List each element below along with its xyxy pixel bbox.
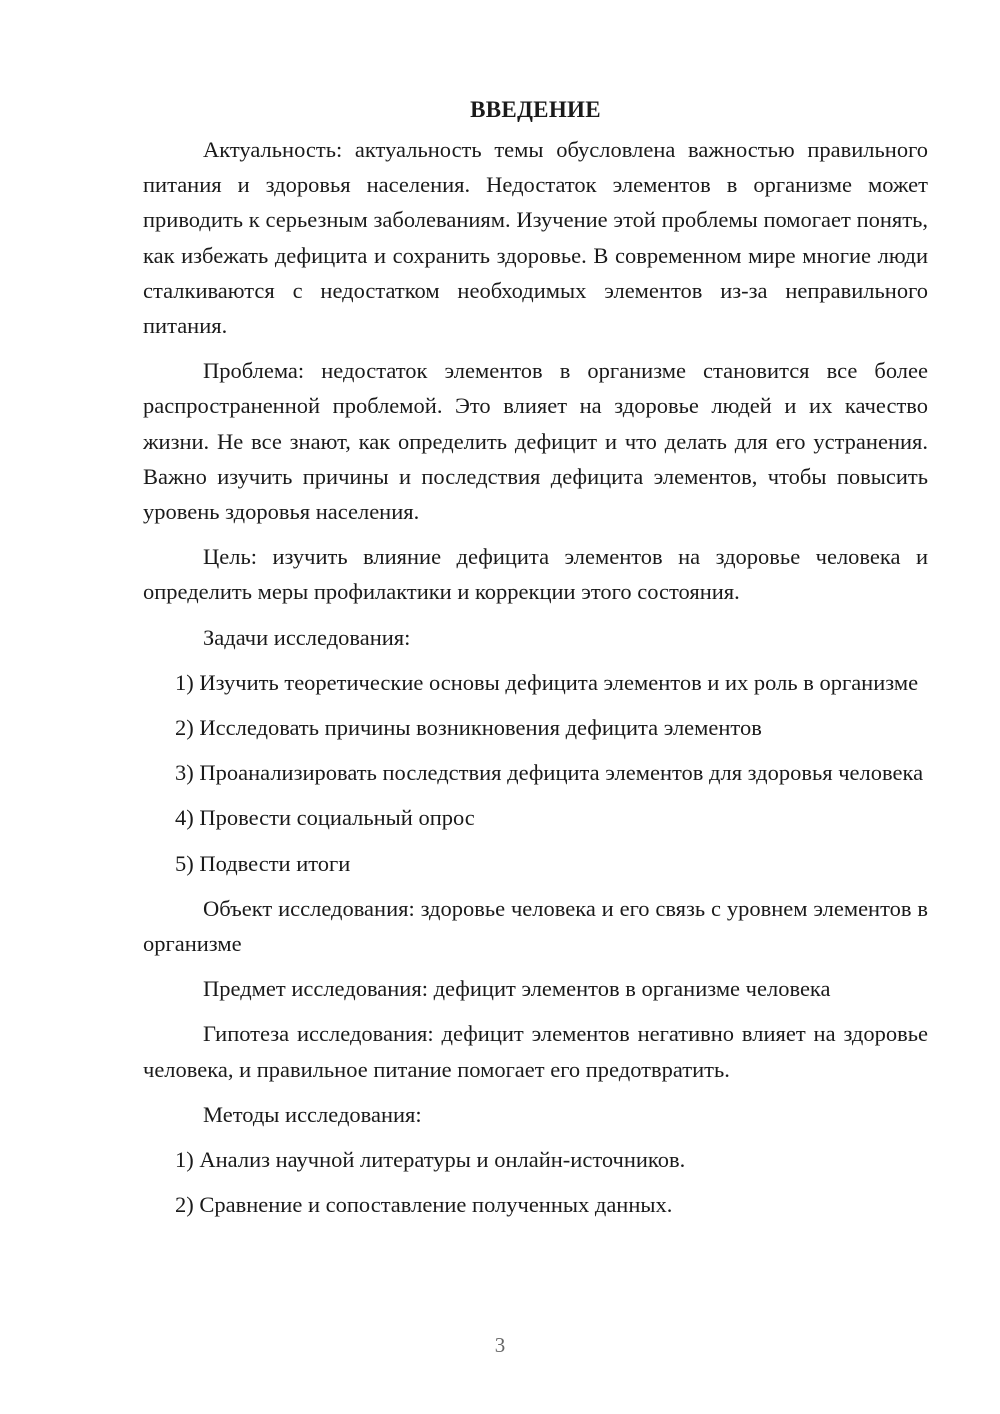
task-item-4: 4) Провести социальный опрос bbox=[175, 805, 475, 831]
subject-paragraph: Предмет исследования: дефицит элементов в организме человека bbox=[203, 976, 831, 1002]
relevance-paragraph: Актуальность: актуальность темы обусловлена важностью правильного питания и здоровья населения. Недостаток элементов в организме может приводить к серьезным заболеваниям. Изучение этой проблемы помогает понять, как избежать дефицита и сохранить здоровье. В современном мире многие люди сталкиваются с недостатком необходимых элементов из-за неправильного питания. bbox=[143, 137, 928, 339]
method-item-1: 1) Анализ научной литературы и онлайн-источников. bbox=[175, 1147, 686, 1173]
page-number: 3 bbox=[494, 1333, 506, 1357]
task-item-3: 3) Проанализировать последствия дефицита элементов для здоровья человека bbox=[175, 760, 924, 786]
task-item-5: 5) Подвести итоги bbox=[175, 850, 351, 876]
methods-title: Методы исследования: bbox=[203, 1101, 422, 1127]
hypothesis-paragraph: Гипотеза исследования: дефицит элементов негативно влияет на здоровье человека, и правильное питание помогает его предотвратить. bbox=[143, 1021, 928, 1082]
document-page bbox=[143, 92, 928, 1232]
problem-paragraph: Проблема: недостаток элементов в организме становится все более распространенной проблемой. Это влияет на здоровье людей и их качество жизни. Не все знают, как определить дефицит и что делать для его устранения. Важно изучить причины и последствия дефицита элементов, чтобы повысить уровень здоровья населения. bbox=[143, 358, 928, 525]
goal-paragraph: Цель: изучить влияние дефицита элементов на здоровье человека и определить меры профилактики и коррекции этого состояния. bbox=[143, 544, 928, 605]
task-item-2: 2) Исследовать причины возникновения дефицита элементов bbox=[175, 715, 762, 741]
task-item-1: 1) Изучить теоретические основы дефицита элементов и их роль в организме bbox=[175, 669, 919, 695]
tasks-title: Задачи исследования: bbox=[203, 624, 411, 650]
section-heading: ВВЕДЕНИЕ bbox=[470, 97, 601, 122]
object-paragraph: Объект исследования: здоровье человека и его связь с уровнем элементов в организме bbox=[143, 895, 928, 957]
method-item-2: 2) Сравнение и сопоставление полученных данных. bbox=[175, 1192, 673, 1218]
